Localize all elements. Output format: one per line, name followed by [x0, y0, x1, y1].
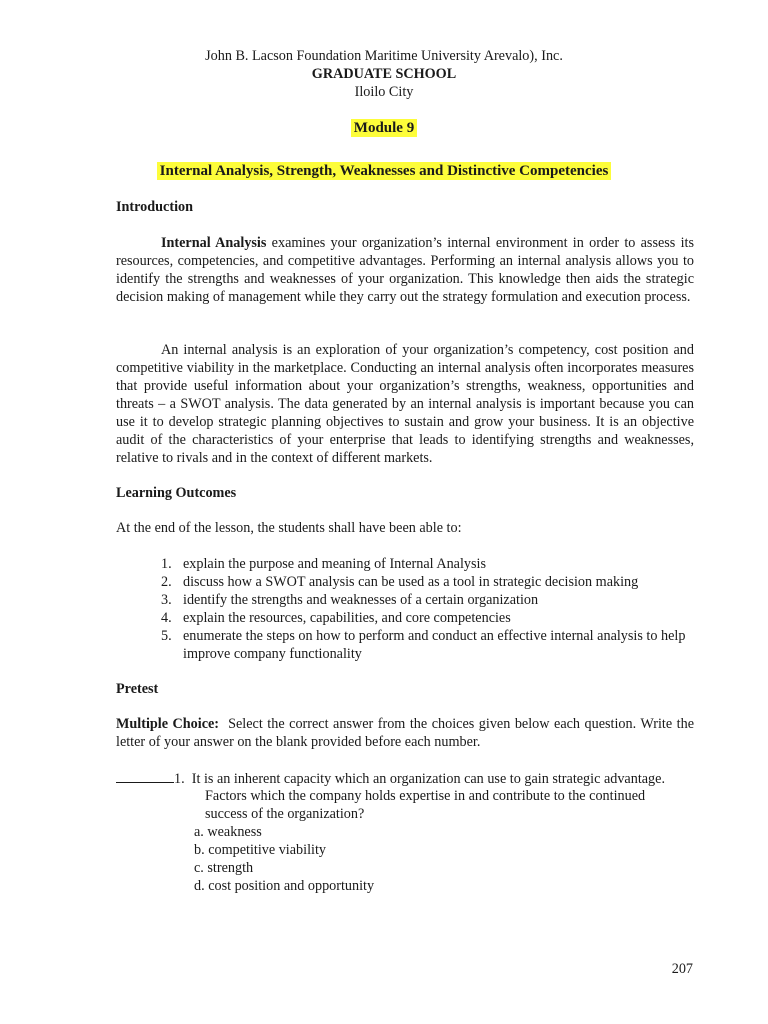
learning-outcome-text: enumerate the steps on how to perform and conduct an effective internal analysis to help improve company functionality: [183, 628, 686, 662]
question-1-choices: [194, 823, 594, 895]
answer-choice: b. competitive viability: [194, 842, 326, 858]
learning-outcome-text: discuss how a SWOT analysis can be used as a tool in strategic decision making: [183, 574, 639, 590]
learning-outcome-number: 4.: [161, 610, 172, 626]
introduction-heading: Introduction: [116, 199, 193, 215]
multiple-choice-label: Multiple Choice:: [116, 716, 220, 732]
pretest-heading: Pretest: [116, 681, 159, 697]
learning-outcome-number: 2.: [161, 574, 172, 590]
page-number: 207: [671, 961, 693, 977]
question-1-line-3: success of the organization?: [205, 806, 365, 822]
learning-outcome-text: explain the purpose and meaning of Internal Analysis: [183, 556, 486, 572]
document-header: [0, 47, 768, 101]
learning-outcome-text: identify the strengths and weaknesses of a certain organization: [183, 592, 539, 608]
city-name: Iloilo City: [354, 84, 414, 100]
learning-outcome-number: 1.: [161, 556, 172, 572]
introduction-paragraph-2-text: An internal analysis is an exploration of your organization’s competency, cost position and competitive viability in the marketplace. Conducting an internal analysis often incorporates measures that provide useful information about your organization’s strengths, weakness, opportunities and threats – a SWOT analysis. The data generated by an internal analysis is important because you can use it to develop strategic planning objectives to sustain and grow your business. It is an objective audit of the characteristics of your enterprise that leads to identifying strengths and weaknesses, relative to rivals and in the context of different markets.: [116, 342, 694, 466]
learning-outcome-text: explain the resources, capabilities, and core competencies: [183, 610, 511, 626]
internal-analysis-term: Internal Analysis: [161, 235, 267, 251]
school-name: GRADUATE SCHOOL: [311, 66, 457, 82]
module-title: Internal Analysis, Strength, Weaknesses and Distinctive Competencies: [157, 162, 612, 180]
learning-outcome-number: 3.: [161, 592, 172, 608]
learning-outcome-number: 5.: [161, 628, 172, 644]
learning-outcomes-heading: Learning Outcomes: [116, 485, 237, 501]
answer-choice: a. weakness: [194, 824, 262, 840]
learning-outcome-item: [116, 573, 694, 591]
question-text-line-1: It is an inherent capacity which an organization can use to gain strategic advantage.: [191, 771, 665, 787]
module-title-block: [0, 162, 768, 180]
learning-outcome-item: [116, 627, 694, 663]
introduction-paragraph-1-text: examines your organization’s internal environment in order to assess its resources, competencies, and competitive advantages. Performing an internal analysis allows you to identify the strengths and weaknesses of your organization. This knowledge then aids the strategic decision making of management while they carry out the strategy formulation and execution process.: [116, 235, 695, 305]
introduction-paragraph-2: [116, 341, 694, 467]
multiple-choice-instructions: [116, 715, 694, 751]
learning-outcomes-intro: At the end of the lesson, the students shall have been able to:: [116, 520, 462, 536]
learning-outcome-item: [116, 555, 694, 573]
question-1: [116, 769, 716, 788]
question-1-line-2: Factors which the company holds expertise in and contribute to the continued: [205, 788, 646, 804]
module-label: Module 9: [351, 119, 417, 137]
learning-outcomes-list: [116, 555, 694, 663]
module-label-block: [0, 119, 768, 137]
institution-name: John B. Lacson Foundation Maritime University Arevalo), Inc.: [205, 48, 563, 64]
learning-outcome-item: [116, 609, 694, 627]
introduction-paragraph-1: [116, 234, 694, 306]
multiple-choice-text: Select the correct answer from the choices given below each question. Write the letter of your answer on the blank provided before each number.: [116, 716, 695, 750]
learning-outcome-item: [116, 591, 694, 609]
answer-choice: c. strength: [194, 860, 254, 876]
answer-choice: d. cost position and opportunity: [194, 878, 375, 894]
question-number: 1.: [174, 771, 185, 787]
answer-blank[interactable]: [116, 769, 174, 783]
